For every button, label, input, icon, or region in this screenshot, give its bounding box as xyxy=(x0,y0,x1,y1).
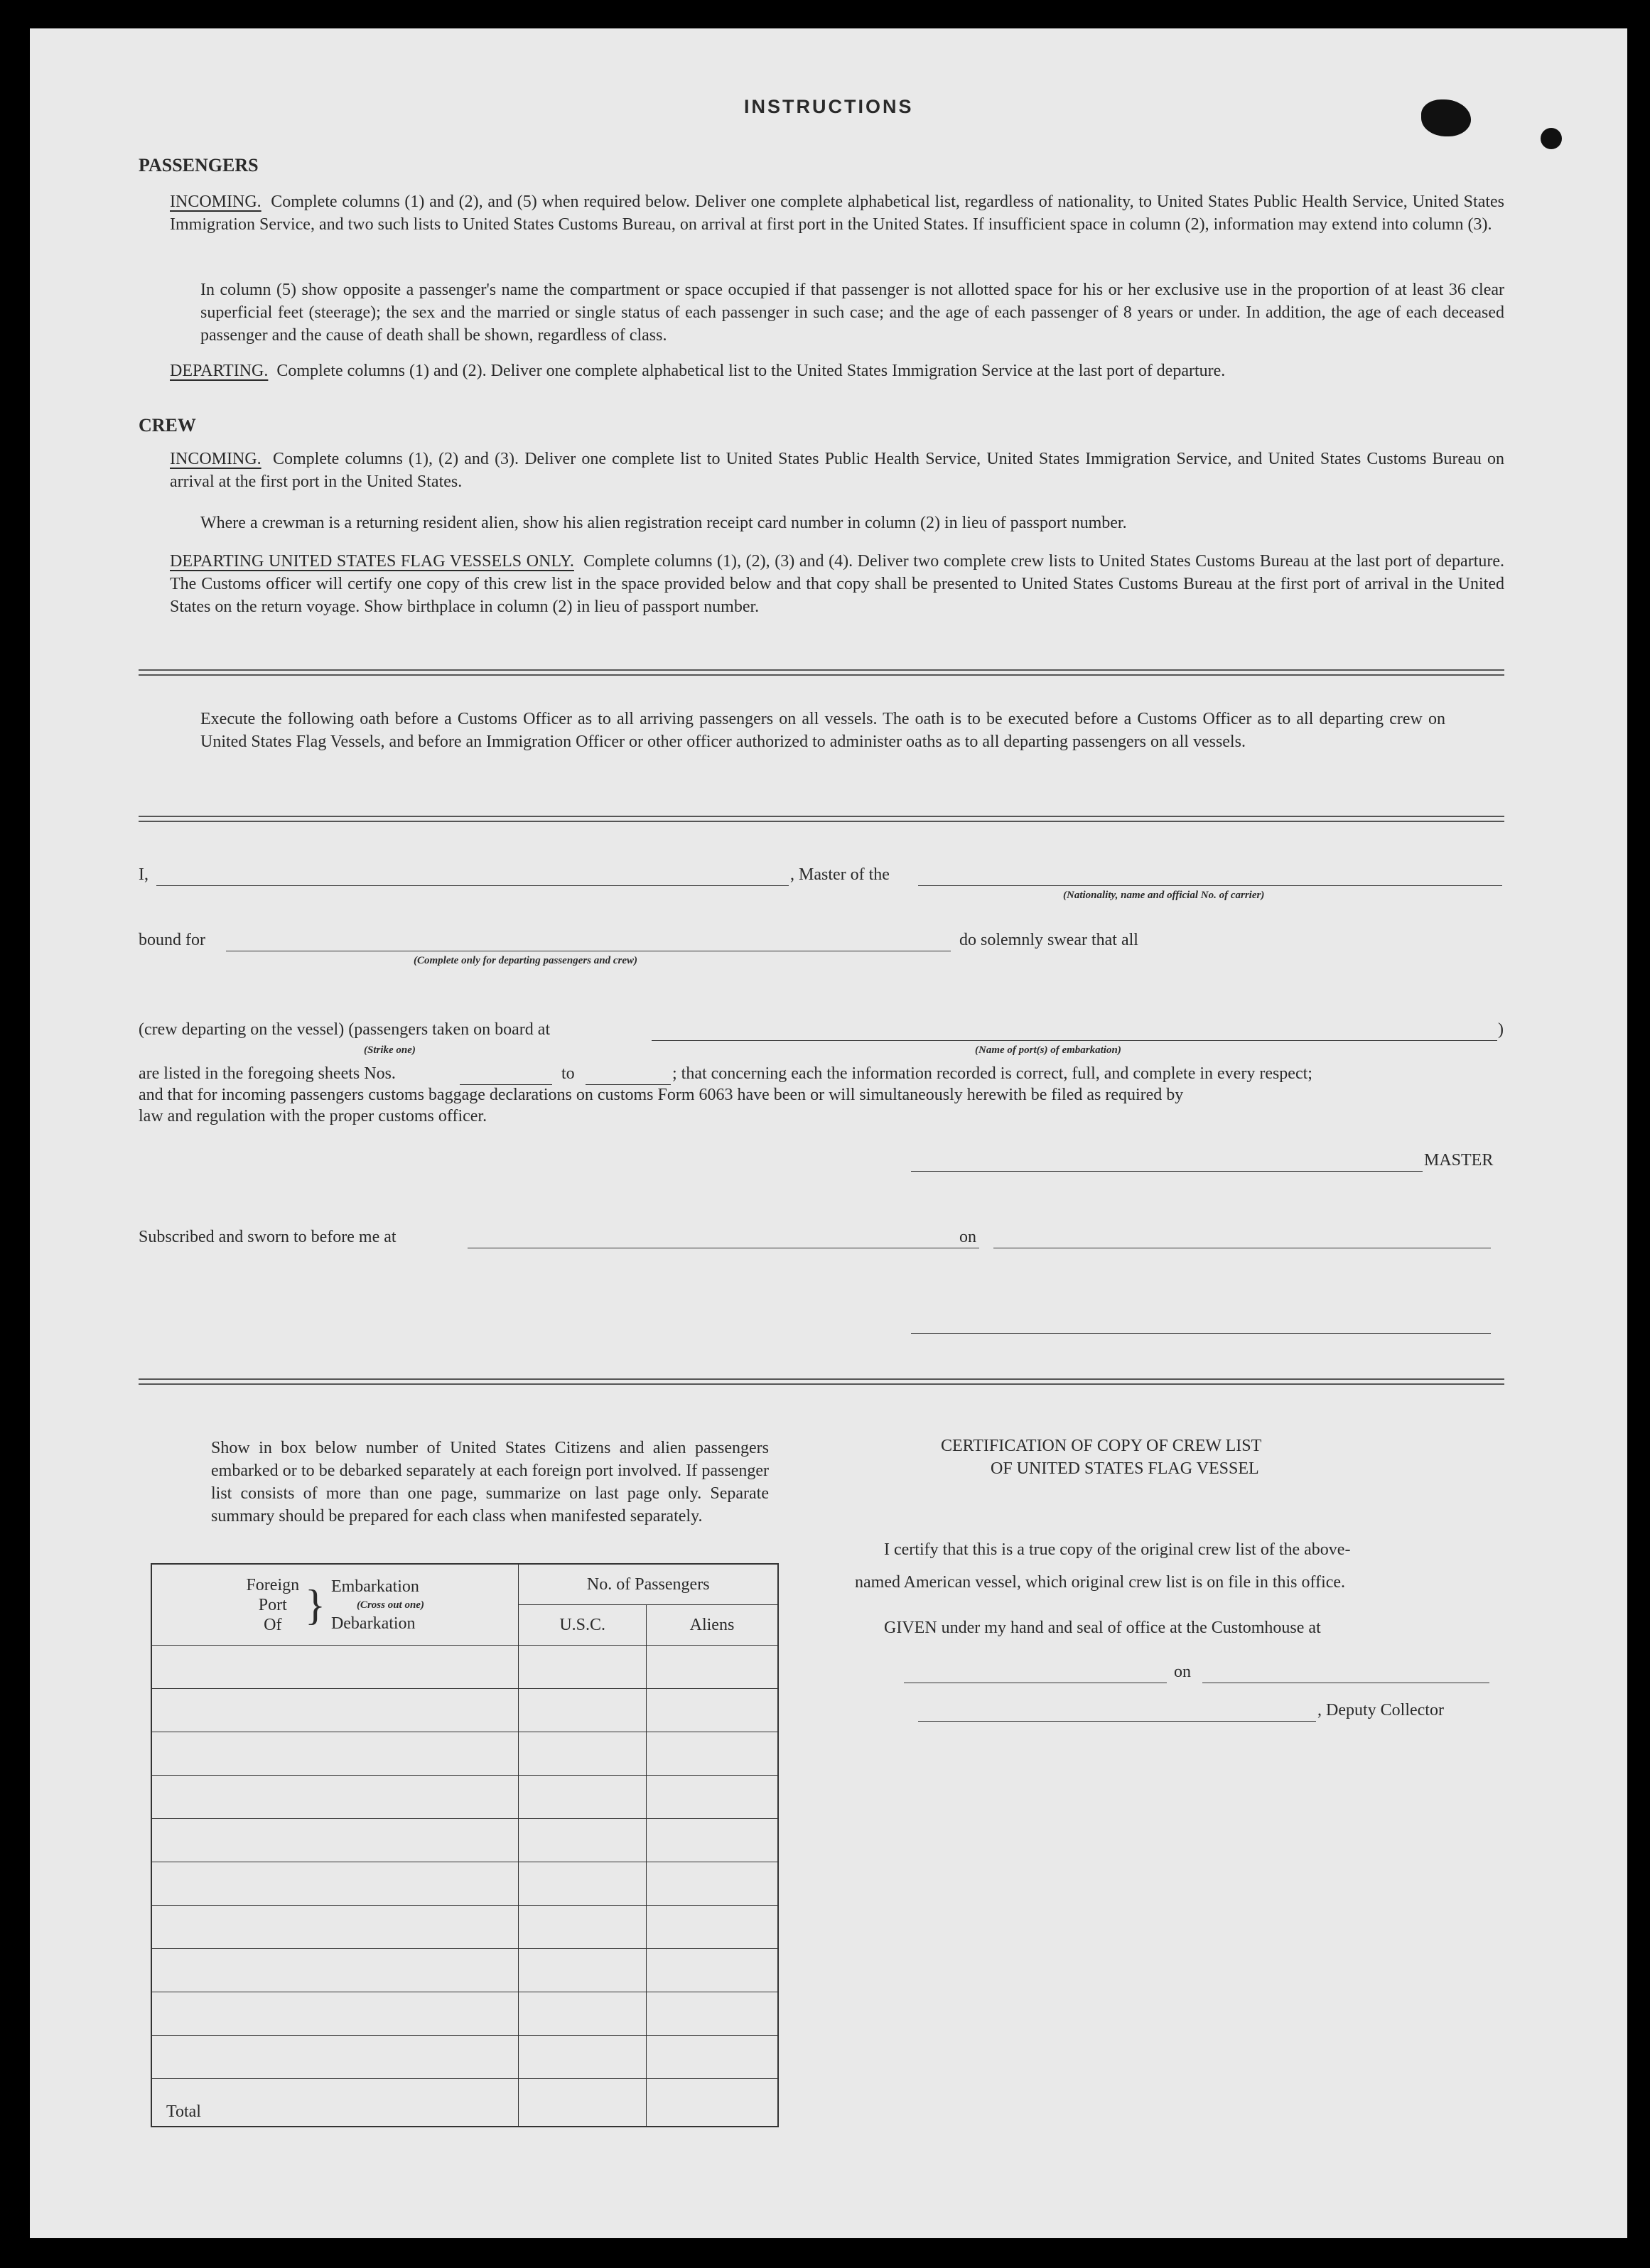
usc-cell[interactable] xyxy=(519,1906,647,1949)
table-row xyxy=(151,1776,778,1819)
oath-intro-paragraph: Execute the following oath before a Customs Officer as to all arriving passengers on all vessels. The oath is to be executed before a Customs Officer as to all departing crew on United States Flag Vessels, and before an Immigration Officer or other officer authorized to administer oaths as to all departing passengers on all vessels. xyxy=(200,710,1445,751)
aliens-cell[interactable] xyxy=(646,1732,778,1776)
section-divider-1 xyxy=(139,669,1504,676)
port-cell[interactable] xyxy=(151,1906,519,1949)
port-cell[interactable] xyxy=(151,1689,519,1732)
table-row xyxy=(151,1646,778,1689)
passengers-departing-text: Complete columns (1) and (2). Deliver one complete alphabetical list to the United States Immigration Service at the last port of departure. xyxy=(276,362,1226,380)
usc-cell[interactable] xyxy=(519,1732,647,1776)
subscribed-label: Subscribed and sworn to before me at xyxy=(139,1228,397,1246)
table-row xyxy=(151,1949,778,1992)
crew-incoming-lead: INCOMING. xyxy=(170,450,261,468)
port-cell[interactable] xyxy=(151,2036,519,2079)
aliens-cell[interactable] xyxy=(646,1949,778,1992)
form-sheet xyxy=(30,28,1627,2238)
given-date-field[interactable] xyxy=(1202,1664,1489,1683)
sheet-to-field[interactable] xyxy=(586,1066,671,1085)
certification-title-1: CERTIFICATION OF COPY OF CREW LIST xyxy=(941,1437,1262,1455)
port-cell[interactable] xyxy=(151,1862,519,1906)
usc-cell[interactable] xyxy=(519,1689,647,1732)
aliens-header: Aliens xyxy=(646,1605,778,1646)
ink-dot-icon xyxy=(1541,128,1562,149)
cross-out-note: (Cross out one) xyxy=(356,1599,424,1611)
certification-text-2: named American vessel, which original crew list is on file in this office. xyxy=(855,1573,1346,1592)
page-title: INSTRUCTIONS xyxy=(744,96,914,117)
crew-departing-paragraph xyxy=(170,550,1504,618)
listed-text-4: law and regulation with the proper customs officer. xyxy=(139,1107,487,1125)
crew-resident-paragraph: Where a crewman is a returning resident alien, show his alien registration receipt card number in column (2) in lieu of passport number. xyxy=(200,514,1127,532)
listed-text-2: ; that concerning each the information recorded is correct, full, and complete in every respect; xyxy=(672,1064,1312,1083)
sworn-date-field[interactable] xyxy=(993,1229,1491,1248)
crew-departing-lead: DEPARTING UNITED STATES FLAG VESSELS ONLY. xyxy=(170,552,574,571)
table-row xyxy=(151,1689,778,1732)
aliens-cell[interactable] xyxy=(646,2036,778,2079)
officer-signature-field[interactable] xyxy=(911,1314,1491,1334)
bound-for-label: bound for xyxy=(139,931,205,949)
crew-heading: CREW xyxy=(139,415,196,436)
crew-departing-label: (crew departing on the vessel) (passengers taken on board at xyxy=(139,1020,551,1039)
swear-label: do solemnly swear that all xyxy=(959,931,1138,949)
port-cell[interactable] xyxy=(151,1646,519,1689)
given-label: GIVEN under my hand and seal of office at the Customhouse at xyxy=(884,1619,1321,1637)
usc-header: U.S.C. xyxy=(519,1605,647,1646)
passengers-incoming-text: Complete columns (1) and (2), and (5) when required below. Deliver one complete alphabetical list, regardless of nationality, to United States Public Health Service, United States Immigration Service, and two such lists to United States Customs Bureau, on arrival at first port in the United States. If insufficient space in column (2), information may extend into column (3). xyxy=(170,193,1505,234)
deputy-signature-field[interactable] xyxy=(918,1702,1316,1722)
deputy-collector-label: , Deputy Collector xyxy=(1317,1701,1444,1719)
aliens-cell[interactable] xyxy=(646,1906,778,1949)
table-row xyxy=(151,1732,778,1776)
table-row xyxy=(151,1906,778,1949)
summary-instructions: Show in box below number of United States Citizens and alien passengers embarked or to be debarked separately at each foreign port involved. If passenger list consists of more than one page, summarize on last page only. Separate summary should be prepared for each class when manifested separately. xyxy=(211,1439,769,1526)
strike-one-note: (Strike one) xyxy=(364,1044,416,1056)
given-on-label: on xyxy=(1174,1663,1191,1681)
embarkation-label: Embarkation xyxy=(330,1577,419,1596)
passengers-column5-paragraph: In column (5) show opposite a passenger's name the compartment or space occupied if that passenger is not allotted space for his or her exclusive use in the proportion of at least 36 clear superficial feet (steerage); the sex and the married or single status of each passenger in such case; and the age of each passenger of 8 years or under. In addition, the age of each deceased passenger and the cause of death shall be shown, regardless of class. xyxy=(200,281,1504,345)
bound-for-field[interactable] xyxy=(226,932,951,951)
listed-to-label: to xyxy=(561,1064,575,1083)
sheet-from-field[interactable] xyxy=(460,1066,552,1085)
debarkation-label: Debarkation xyxy=(330,1614,416,1633)
master-label: MASTER xyxy=(1424,1151,1494,1170)
total-aliens-cell[interactable] xyxy=(646,2079,778,2127)
master-name-field[interactable] xyxy=(156,867,789,886)
crew-incoming-paragraph xyxy=(170,448,1504,493)
aliens-cell[interactable] xyxy=(646,1689,778,1732)
embarkation-ports-field[interactable] xyxy=(652,1022,1497,1041)
customhouse-field[interactable] xyxy=(904,1664,1167,1683)
usc-cell[interactable] xyxy=(519,1862,647,1906)
no-passengers-header: No. of Passengers xyxy=(519,1564,778,1605)
port-cell[interactable] xyxy=(151,1819,519,1862)
oath-i-label: I, xyxy=(139,865,149,884)
listed-sheets-label: are listed in the foregoing sheets Nos. xyxy=(139,1064,396,1083)
listed-text-3: and that for incoming passengers customs baggage declarations on customs Form 6063 have been or will simultaneously herewith be filed as required by xyxy=(139,1086,1184,1104)
usc-cell[interactable] xyxy=(519,1776,647,1819)
usc-cell[interactable] xyxy=(519,1819,647,1862)
aliens-cell[interactable] xyxy=(646,1776,778,1819)
carrier-field[interactable] xyxy=(918,867,1502,886)
sworn-on-label: on xyxy=(959,1228,976,1246)
aliens-cell[interactable] xyxy=(646,1646,778,1689)
close-paren: ) xyxy=(1498,1020,1504,1039)
section-divider-3 xyxy=(139,1378,1504,1385)
brace-icon: } xyxy=(305,1581,325,1629)
passengers-departing-lead: DEPARTING. xyxy=(170,362,269,380)
passengers-incoming-paragraph xyxy=(170,190,1504,236)
port-cell[interactable] xyxy=(151,1776,519,1819)
table-row xyxy=(151,1862,778,1906)
certification-title-2: OF UNITED STATES FLAG VESSEL xyxy=(991,1459,1259,1478)
usc-cell[interactable] xyxy=(519,2036,647,2079)
certification-text-1: I certify that this is a true copy of the original crew list of the above- xyxy=(884,1540,1351,1559)
table-row xyxy=(151,1992,778,2036)
usc-cell[interactable] xyxy=(519,1992,647,2036)
sworn-at-field[interactable] xyxy=(468,1229,979,1248)
aliens-cell[interactable] xyxy=(646,1992,778,2036)
crew-incoming-text: Complete columns (1), (2) and (3). Deliver one complete list to United States Public Health Service, United States Immigration Service, and United States Customs Bureau on arrival at the first port in the United States. xyxy=(170,450,1505,491)
passengers-departing-paragraph xyxy=(170,360,1504,382)
aliens-cell[interactable] xyxy=(646,1862,778,1906)
carrier-note: (Nationality, name and official No. of carrier) xyxy=(1063,890,1265,901)
aliens-cell[interactable] xyxy=(646,1819,778,1862)
foreign-label: Foreign xyxy=(246,1575,300,1594)
total-row xyxy=(151,2079,778,2127)
of-label: Of xyxy=(264,1615,282,1634)
ink-blot-icon xyxy=(1421,99,1471,136)
usc-cell[interactable] xyxy=(519,1949,647,1992)
passenger-summary-table xyxy=(151,1563,779,2127)
master-signature-field[interactable] xyxy=(911,1152,1423,1172)
crew-departing-text: Complete columns (1), (2), (3) and (4). Deliver two complete crew lists to United States Customs Bureau at the last port of departure. The Customs officer will certify one copy of this crew list in the space provided below and that copy shall be presented to United States Customs Bureau at the first port of arrival in the United States on the return voyage. Show birthplace in column (2) in lieu of passport number. xyxy=(170,552,1505,616)
port-cell[interactable] xyxy=(151,1992,519,2036)
total-label: Total xyxy=(151,2079,519,2127)
total-usc-cell[interactable] xyxy=(519,2079,647,2127)
section-divider-2 xyxy=(139,816,1504,822)
bound-for-note: (Complete only for departing passengers and crew) xyxy=(414,955,637,966)
usc-cell[interactable] xyxy=(519,1646,647,1689)
port-label: Port xyxy=(258,1595,287,1614)
foreign-port-header xyxy=(151,1564,519,1646)
master-of-label: , Master of the xyxy=(790,865,890,884)
table-row xyxy=(151,2036,778,2079)
port-cell[interactable] xyxy=(151,1732,519,1776)
passengers-incoming-lead: INCOMING. xyxy=(170,193,261,211)
table-row xyxy=(151,1819,778,1862)
port-cell[interactable] xyxy=(151,1949,519,1992)
passengers-heading: PASSENGERS xyxy=(139,155,259,176)
ports-note: (Name of port(s) of embarkation) xyxy=(975,1044,1121,1056)
